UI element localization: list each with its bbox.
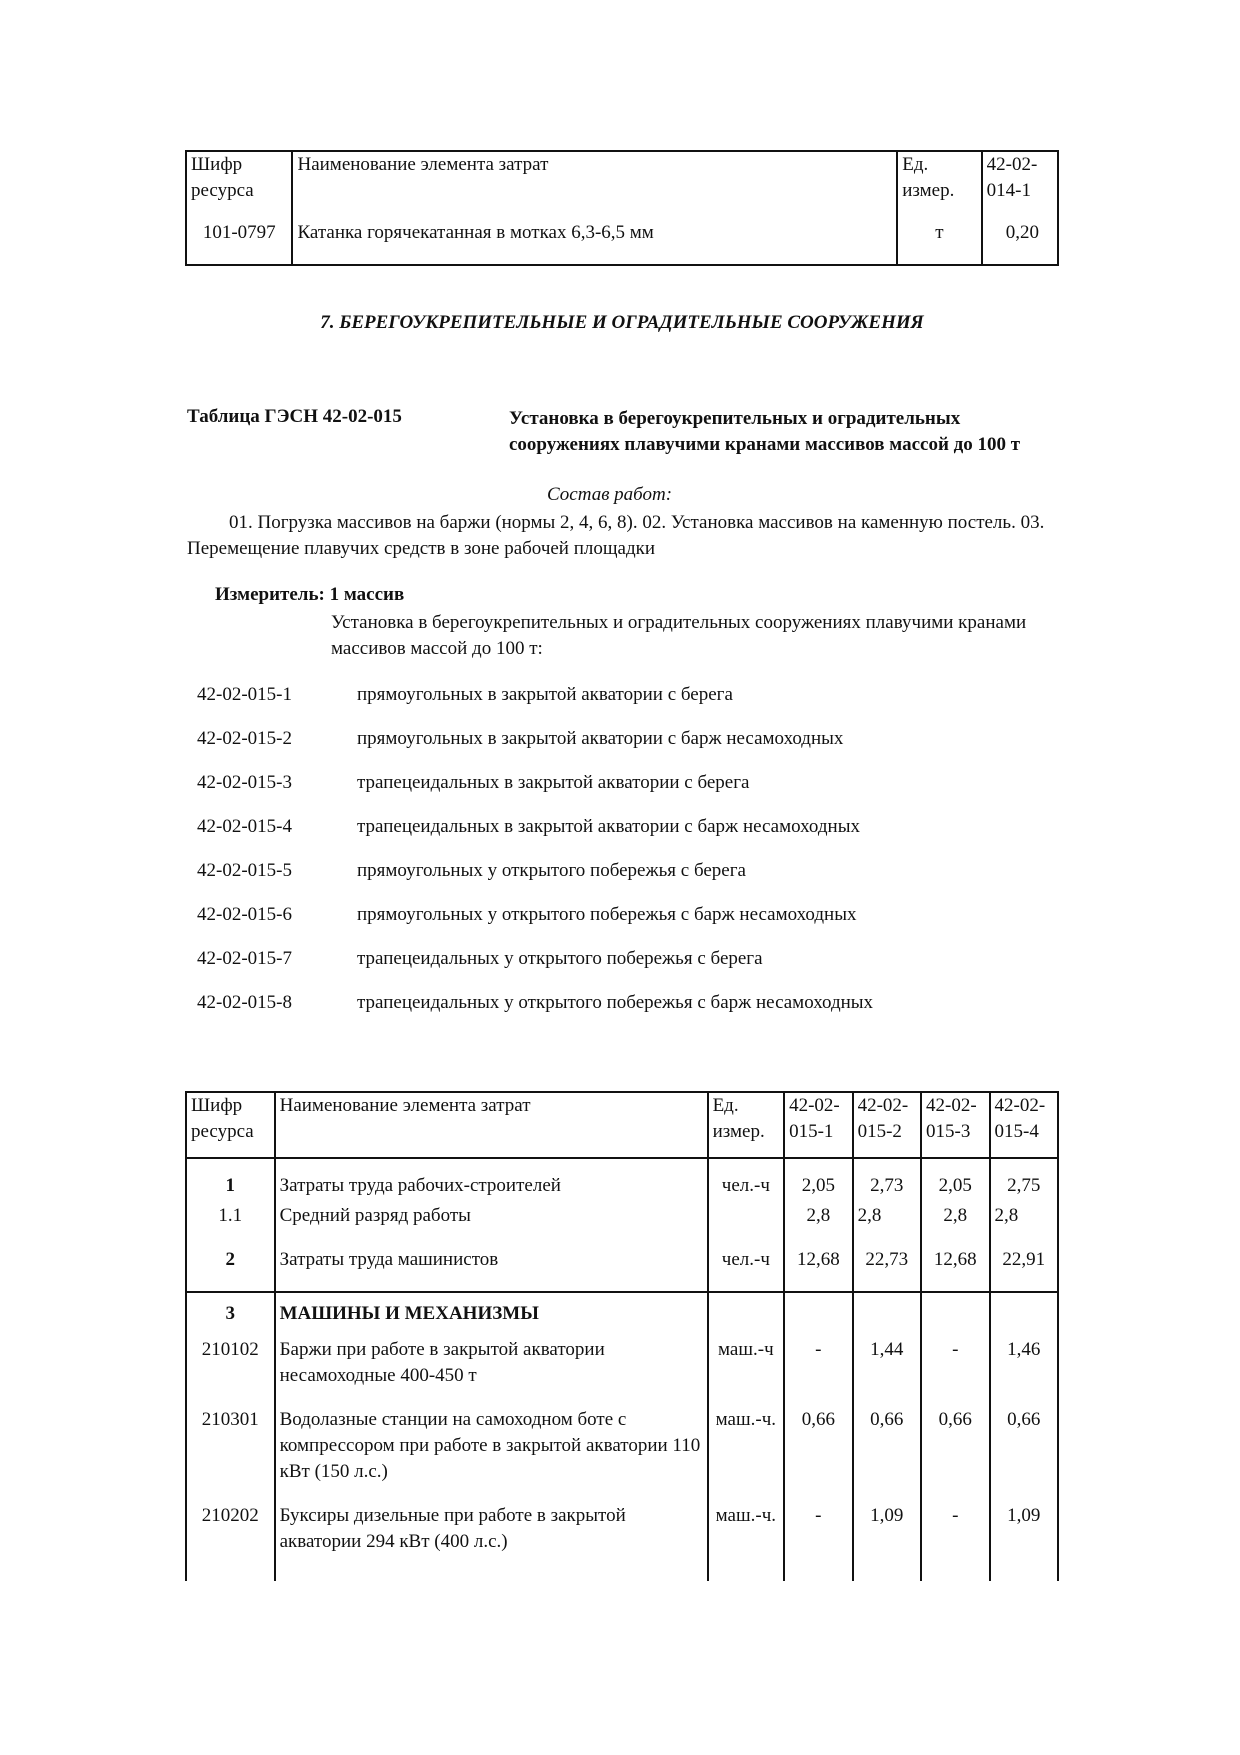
cell-code: 3 [225, 1303, 236, 1324]
cell-name: Буксиры дизельные при работе в закрытой акватории 294 кВт (400 л.с.) [275, 1503, 708, 1581]
cell-value [853, 1292, 921, 1337]
resource-table-1 [185, 150, 1059, 266]
cell-value: 1,09 [853, 1503, 921, 1581]
cell-unit [708, 1203, 785, 1247]
cell-value: 2,8 [921, 1203, 989, 1247]
cell-value: - [921, 1337, 989, 1407]
table-row [186, 204, 1058, 265]
composition-label: Состав работ: [547, 484, 673, 505]
cell-value: 2,75 [990, 1158, 1059, 1203]
cell-value [784, 1292, 852, 1337]
cell-value [921, 1292, 989, 1337]
spec-text: прямоугольных у открытого побережья с берега [357, 860, 746, 881]
header-unit: Ед. измер. [708, 1092, 785, 1158]
cell-value: 2,8 [784, 1203, 852, 1247]
header-unit: Ед. измер. [897, 151, 981, 204]
cell-code: 210301 [201, 1409, 259, 1430]
intro-text: Установка в берегоукрепительных и оградительных сооружениях плавучими кранами массивов массой до 100 т: [331, 612, 1027, 659]
header-col: 42-02-015-1 [784, 1092, 852, 1158]
spec-code: 42-02-015-1 [197, 684, 292, 705]
cell-code: 101-0797 [202, 222, 276, 243]
cell-name: Затраты труда рабочих-строителей [275, 1158, 708, 1203]
table-row [186, 1503, 1058, 1581]
header-code: Шифр ресурса [186, 1092, 275, 1158]
cell-value: 0,66 [921, 1407, 989, 1503]
section-title: 7. БЕРЕГОУКРЕПИТЕЛЬНЫЕ И ОГРАДИТЕЛЬНЫЕ СООРУЖЕНИЯ [320, 312, 924, 333]
cell-name: Средний разряд работы [275, 1203, 708, 1247]
spec-text: трапецеидальных у открытого побережья с барж несамоходных [357, 992, 874, 1013]
cell-value: 1,46 [990, 1337, 1059, 1407]
cell-value: 2,8 [990, 1203, 1059, 1247]
cell-value: - [784, 1503, 852, 1581]
cell-name: Баржи при работе в закрытой акватории несамоходные 400-450 т [275, 1337, 708, 1407]
header-col: 42-02-015-4 [990, 1092, 1059, 1158]
composition-text: 01. Погрузка массивов на баржи (нормы 2, 4, 6, 8). 02. Установка массивов на каменную постель. 03. Перемещение плавучих средств в зоне рабочей площадки [187, 512, 1045, 559]
spec-text: трапецеидальных в закрытой акватории с берега [357, 772, 750, 793]
table-header-row [186, 1092, 1058, 1158]
cell-value: 1,09 [990, 1503, 1059, 1581]
header-name: Наименование элемента затрат [292, 151, 897, 204]
table-header-row [186, 151, 1058, 204]
spec-code: 42-02-015-2 [197, 728, 292, 749]
cell-value: 2,73 [853, 1158, 921, 1203]
table-row [186, 1292, 1058, 1337]
cell-value: 0,66 [853, 1407, 921, 1503]
header-name: Наименование элемента затрат [275, 1092, 708, 1158]
spec-text: прямоугольных в закрытой акватории с берега [357, 684, 733, 705]
spec-code: 42-02-015-6 [197, 904, 292, 925]
cell-value: 1,44 [853, 1337, 921, 1407]
cell-value: 22,73 [853, 1247, 921, 1292]
cell-name: Катанка горячекатанная в мотках 6,3-6,5 мм [292, 204, 897, 265]
table-reference: Таблица ГЭСН 42-02-015 [187, 406, 402, 427]
cell-value [990, 1292, 1059, 1337]
header-code: Шифр ресурса [191, 154, 254, 201]
cell-code: 210202 [201, 1505, 259, 1526]
list-item [197, 728, 1057, 772]
list-item [197, 860, 1057, 904]
table-title: Установка в берегоукрепительных и оградительных сооружениях плавучими кранами массивов массой до 100 т [509, 408, 1021, 455]
cell-unit: т [897, 204, 981, 265]
cell-value: 2,05 [921, 1158, 989, 1203]
spec-code: 42-02-015-5 [197, 860, 292, 881]
table-row [186, 1203, 1058, 1247]
list-item [197, 992, 1057, 1036]
spec-text: прямоугольных в закрытой акватории с барж несамоходных [357, 728, 844, 749]
cell-code: 1 [225, 1175, 236, 1196]
cell-code: 210102 [201, 1339, 259, 1360]
cell-name: Водолазные станции на самоходном боте с компрессором при работе в закрытой акватории 110 кВт (150 л.с.) [275, 1407, 708, 1503]
cell-value: 0,66 [990, 1407, 1059, 1503]
resource-table-2 [185, 1091, 1059, 1581]
list-item [197, 772, 1057, 816]
cell-value: 12,68 [784, 1247, 852, 1292]
spec-code: 42-02-015-7 [197, 948, 292, 969]
cell-value: 22,91 [990, 1247, 1059, 1292]
spec-text: трапецеидальных у открытого побережья с берега [357, 948, 763, 969]
cell-name: Затраты труда машинистов [275, 1247, 708, 1292]
spec-code: 42-02-015-3 [197, 772, 292, 793]
cell-code: 2 [186, 1247, 275, 1292]
header-col: 42-02-015-2 [853, 1092, 921, 1158]
list-item [197, 816, 1057, 860]
cell-value: 0,20 [982, 204, 1058, 265]
cell-name: МАШИНЫ И МЕХАНИЗМЫ [275, 1292, 708, 1337]
list-item [197, 684, 1057, 728]
cell-unit: маш.-ч. [708, 1503, 785, 1581]
cell-unit: чел.-ч [708, 1247, 785, 1292]
cell-unit: чел.-ч [708, 1158, 785, 1203]
table-row [186, 1407, 1058, 1503]
cell-value: 12,68 [921, 1247, 989, 1292]
spec-text: прямоугольных у открытого побережья с барж несамоходных [357, 904, 857, 925]
cell-value: 0,66 [784, 1407, 852, 1503]
table-row [186, 1337, 1058, 1407]
spec-text: трапецеидальных в закрытой акватории с барж несамоходных [357, 816, 860, 837]
cell-unit: маш.-ч [708, 1337, 785, 1407]
cell-value: 2,8 [853, 1203, 921, 1247]
cell-value: - [921, 1503, 989, 1581]
cell-value: 2,05 [784, 1158, 852, 1203]
list-item [197, 948, 1057, 992]
spec-list [197, 684, 1057, 1036]
cell-unit [708, 1292, 785, 1337]
table-row [186, 1247, 1058, 1292]
cell-value: - [784, 1337, 852, 1407]
list-item [197, 904, 1057, 948]
meter-label: Измеритель: 1 массив [215, 584, 405, 605]
header-col: 42-02-015-3 [921, 1092, 989, 1158]
cell-code: 1.1 [218, 1205, 243, 1226]
header-col: 42-02-014-1 [982, 151, 1058, 204]
spec-code: 42-02-015-8 [197, 992, 292, 1013]
spec-code: 42-02-015-4 [197, 816, 292, 837]
cell-unit: маш.-ч. [708, 1407, 785, 1503]
table-row [186, 1158, 1058, 1203]
